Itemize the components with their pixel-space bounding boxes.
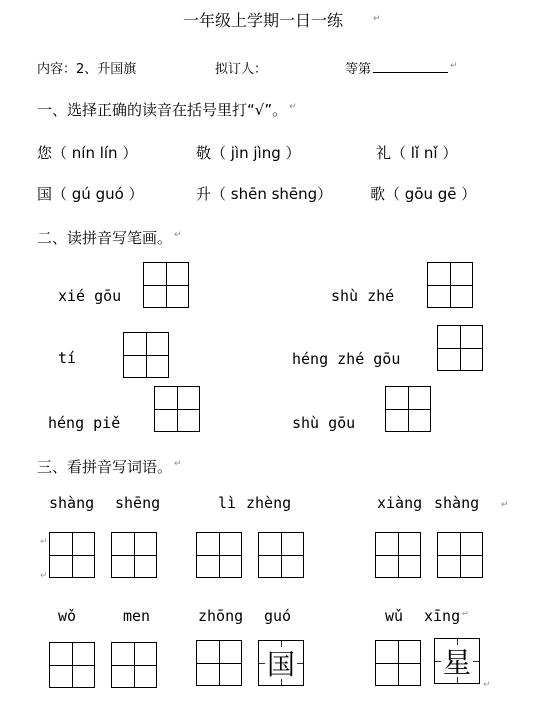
grade-text: 等第 (345, 62, 372, 77)
word-pinyin-shang-2: shàng (434, 494, 480, 512)
choice-gu-guo: 国（ gú guó ） (37, 185, 144, 203)
choice-li-ni: 礼（ lǐ nǐ ） (376, 144, 458, 162)
stroke-pinyin-shu-zhe: shù zhé (331, 287, 395, 305)
section3-heading-text: 三、看拼音写词语。 (37, 458, 173, 476)
word-grid-1b[interactable] (111, 532, 157, 578)
word-grid-2a[interactable] (196, 532, 242, 578)
paragraph-mark-icon: ↵ (40, 571, 48, 581)
choice-shen-sheng: 升（ shēn shēng） (196, 185, 333, 203)
word-grid-3b[interactable] (437, 532, 483, 578)
stroke-grid-xie-gou[interactable] (143, 262, 189, 308)
stroke-pinyin-heng-zhe-gou: héng zhé gōu (292, 350, 401, 368)
stroke-pinyin-ti: tí (58, 349, 77, 367)
paragraph-mark-icon: ↵ (462, 608, 468, 618)
content-label: 内容：2、升国旗 (37, 62, 137, 77)
paragraph-mark-icon: ↵ (501, 500, 509, 510)
stroke-pinyin-heng-pie: héng piě (48, 414, 121, 432)
paragraph-mark-icon: ↵ (450, 60, 458, 71)
paragraph-mark-icon: ↵ (289, 102, 297, 112)
paragraph-mark-icon: ↵ (174, 230, 182, 240)
stroke-pinyin-xie-gou: xié gōu (58, 287, 122, 305)
grade-label (345, 58, 458, 77)
choice-gou-ge: 歌（ gōu gē ） (370, 185, 477, 203)
word-grid-4a[interactable] (49, 642, 95, 688)
section3-heading (37, 456, 182, 477)
word-pinyin-wu: wǔ (385, 607, 404, 625)
paragraph-mark-icon: ↵ (373, 14, 381, 24)
choice-nin-lin: 您（ nín lín ） (37, 144, 138, 162)
word-pinyin-xiang: xiàng (377, 494, 423, 512)
stroke-pinyin-shu-gou: shù gōu (292, 414, 356, 432)
paragraph-mark-icon: ↵ (40, 537, 48, 547)
author-label: 拟订人： (215, 62, 268, 77)
paragraph-mark-icon: ↵ (174, 459, 182, 469)
section1-heading (37, 99, 297, 120)
word-grid-3a[interactable] (375, 532, 421, 578)
word-pinyin-zhong: zhōng (198, 607, 244, 625)
word-pinyin-shang: shàng (49, 494, 95, 512)
word-pinyin-sheng: shēng (115, 494, 161, 512)
filled-char-xing: 星 (442, 646, 471, 679)
stroke-grid-shu-zhe[interactable] (427, 262, 473, 308)
word-grid-5b-guo (258, 640, 304, 686)
word-grid-4b[interactable] (111, 642, 157, 688)
section1-heading-text: 一、选择正确的读音在括号里打“√”。 (37, 101, 288, 119)
section2-heading (37, 227, 182, 248)
word-grid-1a[interactable] (49, 532, 95, 578)
paragraph-mark-icon: ↵ (483, 680, 491, 690)
filled-char-guo: 国 (266, 648, 295, 681)
word-pinyin-xing-text: xīng (424, 607, 461, 625)
word-pinyin-zheng: zhèng (246, 494, 292, 512)
grade-blank (373, 60, 448, 73)
word-pinyin-men: men (123, 607, 151, 625)
word-grid-2b[interactable] (258, 532, 304, 578)
word-pinyin-guo: guó (264, 607, 292, 625)
stroke-grid-heng-zhe-gou[interactable] (437, 325, 483, 371)
word-grid-6a[interactable] (375, 640, 421, 686)
section2-heading-text: 二、读拼音写笔画。 (37, 229, 173, 247)
word-pinyin-xing (424, 607, 468, 625)
choice-jin-jing: 敬（ jìn jìng ） (196, 144, 301, 162)
word-pinyin-li: lì (218, 494, 237, 512)
word-grid-6b-xing (434, 638, 480, 684)
page-title: 一年级上学期一日一练 (183, 11, 344, 30)
stroke-grid-heng-pie[interactable] (154, 386, 200, 432)
stroke-grid-shu-gou[interactable] (385, 386, 431, 432)
stroke-grid-ti[interactable] (123, 332, 169, 378)
word-grid-5a[interactable] (196, 640, 242, 686)
word-pinyin-wo: wǒ (58, 607, 77, 625)
